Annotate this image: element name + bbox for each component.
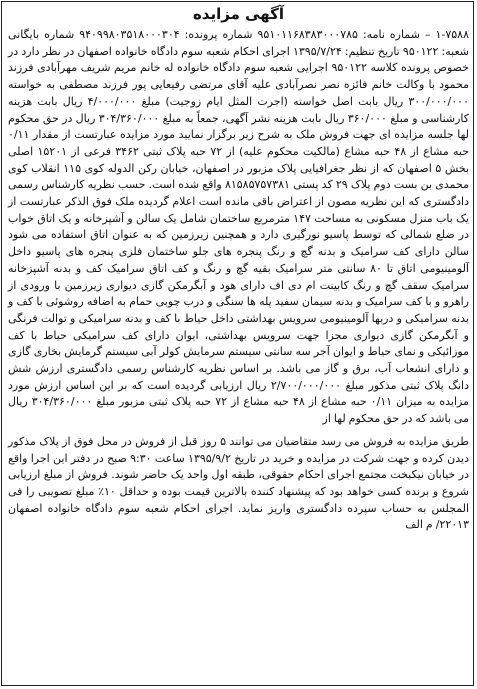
notice-title: آگهی مزایده: [192, 5, 285, 23]
notice-border: [1, 1, 474, 686]
notice-paragraph-main: ۱-۷۵۸۸ – شماره نامه: ۹۵۱۰۱۱۶۸۳۸۳۰۰۰۷۸۵ شماره پرونده: ۹۴۰۹۹۸۰۳۵۱۸۰۰۰۳۰۴ شماره بایگانی شعبه: ۹۵۰۱۲۲ تاریخ تنظیم: ۱۳۹۵/۷/۲۴ اجرای احکام شعبه سوم دادگاه خانواده اصفهان در نظر دارد در خصوص پرونده کلاسه ۹۵۰۱۲۲ اجرایی شعبه سوم دادگاه خانواده له خانم مریم شریف مهرآبادی فرزند محمود با وکالت خانم فائزه نصر نصرآبادی علیه آقای مرتضی رفیعایی پور فرزند مصطفی به خواسته ۳۰۰/۰۰۰/۰۰۰ ریال بابت اصل خواسته (اجرت المثل ایام زوجیت) مبلغ ۴/۰۰۰/۰۰۰ ریال بابت هزینه کارشناسی و مبلغ ۳۶۰/۰۰۰ ریال بابت هزینه نشر آگهی، جمعاً به مبلغ ۳۰۴/۳۶۰/۰۰۰ ریال در حق محکوم لها جلسه مزایده ای جهت فروش ملک به شرح زیر برگزار نمایید مورد مزایده عبارتست از مقدار ۰/۱۱ حبه مشاع از ۴۸ حبه مشاع (مالکیت محکوم علیه) از ۷۲ حبه پلاک ثبتی ۳۴۶۲ فرعی از ۱۵۲۰۱ اصلی بخش ۵ اصفهان که از نظر جغرافیایی پلاک مزبور در اصفهان، خیابان رکن الدوله کوی ۱۱۵ انقلاب کوی محمدی بن بست دوم پلاک ۲۹ کد پستی ۸۱۵۸۵۷۵۷۳۸۱ واقع شده است. حسب نظریه کارشناس رسمی دادگستری که این نظریه مصون از اعتراض باقی مانده است اعلام گردیده ملک فوق الذکر عبارتست از یک باب منزل مسکونی به مساحت ۱۴۷ مترمربع ساختمان شامل یک سالن و آشپزخانه و یک اتاق خواب در ضلع شمالی که توسط پاسیو نورگیری دارد و همچنین زیرزمین که به عنوان اتاق استفاده می شود سالن دارای کف سرامیک و بدنه گچ و رنگ پنجره های جلو ساختمان فلزی پنجره های پاسیو داخل آلومینیومی اتاق تا ۸۰ سانتی متر سرامیک بقیه گچ و رنگ و کف اتاق سرامیک کف و بدنه آشپزخانه سرامیک سقف گچ و رنگ کابینت ام دی اف دارای هود و آبگرمکن گازی دیواری زیرزمین با ورودی از راهرو و با کف سرامیک و بدنه سیمان سفید پله ها سنگی و درب چوبی حمام به اضافه روشوئی با کف و بدنه سرامیکی و دربها آلومینیومی سرویس بهداشتی داخل حیاط با کف و بدنه سرامیکی و توالت فرنگی و آبگرمکن گازی دیواری مجزا جهت سرویس بهداشتی، ایوان دارای کف سرامیکی حیاط با کف موزائیکی و نمای حیاط و ایوان آجر سه سانتی سیستم سرمایش کولر آبی سیستم گرمایش بخاری گازی و دارای انشعاب آب، برق و گاز می باشد. بر اساس نظریه کارشناس رسمی دادگستری ارزش شش دانگ پلاک ثبتی مذکور مبلغ ۲/۷۰۰/۰۰۰/۰۰۰ ریال ارزیابی گردیده است که بر این اساس ارزش مورد مزایده به میزان ۰/۱۱ حبه مشاع از ۴۸ حبه مشاع از ۷۲ حبه پلاک ثبتی مزبور مبلغ ۳۰۴/۳۶۰/۰۰۰ ریال می باشد که در حق محکوم لها از: [8, 28, 470, 426]
notice-paragraph-auction-terms: طریق مزایده به فروش می رسد متقاضیان می توانند ۵ روز قبل از فروش در محل فوق از پلاک مذکور دیدن کرده و جهت شرکت در مزایده و خرید در تاریخ ۱۳۹۵/۹/۲ ساعت ۹:۳۰ صبح در دفتر این اجرا واقع در خیابان نیکبخت مجتمع اجرای احکام حقوقی، طبقه اول واحد یک حاضر شوند. فروش از مبلغ ارزیابی شروع و برنده کسی خواهد بود که پیشنهاد کننده بالاترین قیمت بوده و حداقل ۱۰٪ مبلغ تصویبی را فی المجلس به حساب سپرده دادگستری واریز نماید. اجرای احکام شعبه سوم دادگاه خانواده اصفهان ۲۲۰۱۳/ م الف: [8, 434, 470, 532]
